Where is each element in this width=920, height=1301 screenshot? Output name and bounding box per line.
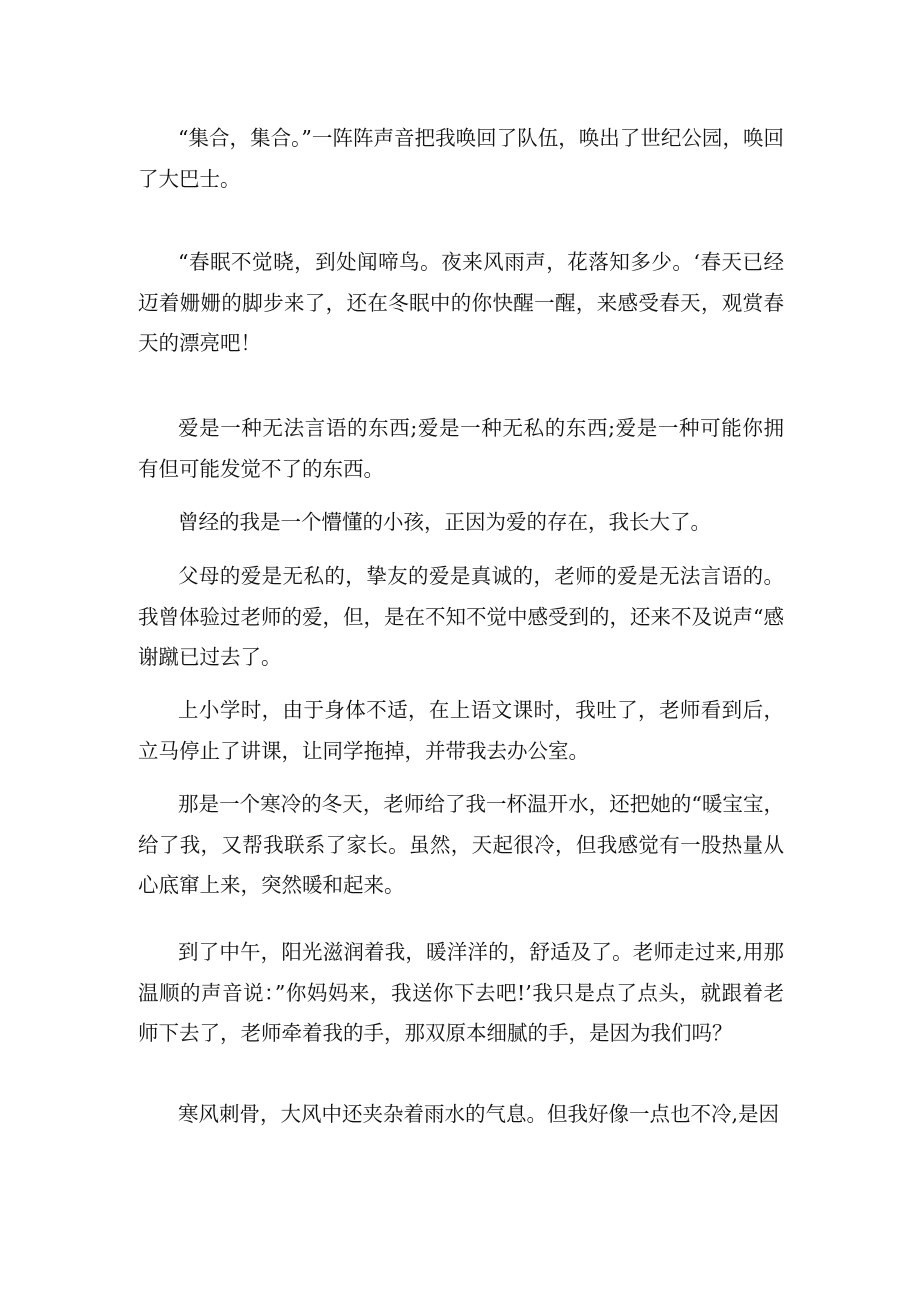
paragraph-4: 曾经的我是一个懵懂的小孩，正因为爱的存在，我长大了。 bbox=[178, 510, 711, 534]
paragraph-5: 父母的爱是无私的，挚友的爱是真诚的，老师的爱是无法言语的。我曾体验过老师的爱，但，是在不知不觉中感受到的，还来不及说声“感谢蹴已过去了。 bbox=[138, 564, 784, 669]
paragraph-3: 爱是一种无法言语的东西;爱是一种无私的东西;爱是一种可能你拥有但可能发觉不了的东西。 bbox=[138, 416, 784, 481]
paragraph-9: 寒风刺骨，大风中还夹杂着雨水的气息。但我好像一点也不冷,是因 bbox=[178, 1102, 780, 1126]
paragraph-2: “春眠不觉晓，到处闻啼鸟。夜来风雨声，花落知多少。‘春天已经迈着姗姗的脚步来了，还在冬眠中的你快醒一醒，来感受春天，观赏春天的漂亮吧！ bbox=[138, 250, 784, 355]
paragraph-8: 到了中午，阳光滋润着我，暖洋洋的，舒适及了。老师走过来,用那温顺的声音说：”你妈妈来，我送你下去吧!’我只是点了点头，就跟着老师下去了，老师牵着我的手，那双原本细腻的手，是因为我们吗？ bbox=[138, 940, 784, 1045]
paragraph-6: 上小学时，由于身体不适，在上语文课时，我吐了，老师看到后，立马停止了讲课，让同学拖掉，并带我去办公室。 bbox=[138, 698, 784, 763]
paragraph-7: 那是一个寒冷的冬天，老师给了我一杯温开水，还把她的“暖宝宝，给了我，又帮我联系了家长。虽然，天起很冷，但我感觉有一股热量从心底窜上来，突然暖和起来。 bbox=[138, 792, 784, 897]
paragraph-1: “集合，集合。”一阵阵声音把我唤回了队伍，唤出了世纪公园，唤回了大巴士。 bbox=[138, 126, 784, 191]
